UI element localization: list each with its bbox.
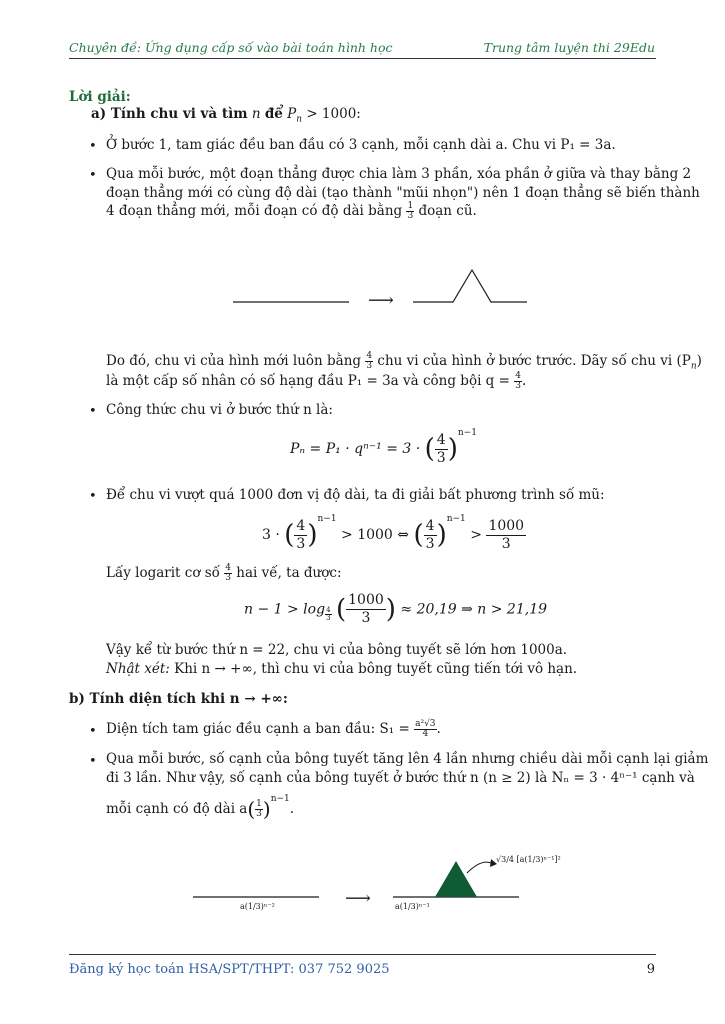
new-triangle <box>435 861 477 897</box>
bullet-dot: • <box>89 489 97 504</box>
edge-count-line1: Qua mỗi bước, số cạnh của bông tuyết tăng lên 4 lần nhưng chiều dài mỗi cạnh lại giảm <box>106 751 709 767</box>
header-center-name: Trung tâm luyện thi 29Edu <box>483 40 655 55</box>
remark: Nhật xét: Khi n → +∞, thì chu vi của bông tuyết cũng tiến tới vô hạn. <box>106 661 578 677</box>
exponential-inequality: 3 · ( $\frac{4}{3}$ )$^{n-1}$ > 1000 ⇔ ( $\frac{4}{3}$ )$^{n-1}$ > $\frac{1000}{3}$ <box>262 514 525 552</box>
label-triangle-area: √3/4 [a(1/3)ⁿ⁻¹]² <box>496 855 561 864</box>
footer-contact: Đăng ký học toán HSA/SPT/THPT: 037 752 9025 <box>69 962 390 977</box>
bullet-dot: • <box>89 139 97 154</box>
spiked-segment <box>413 270 527 302</box>
footer-rule <box>69 954 656 955</box>
log-intro: Lấy logarit cơ số $\frac{4}{3}$ hai vế, ta được: <box>106 563 342 583</box>
bullet-step2-line2: đoạn thẳng mới có cùng độ dài (tạo thành "mũi nhọn") nên 1 đoạn thẳng sẽ biến thành <box>106 185 700 201</box>
edge-count-line2: đi 3 lần. Như vậy, số cạnh của bông tuyết ở bước thứ n (n ≥ 2) là Nₙ = 3 · 4ⁿ⁻¹ cạnh và <box>106 770 695 786</box>
arrow-icon: ⟶ <box>368 290 394 311</box>
bullet-step2-line1: Qua mỗi bước, một đoạn thẳng được chia làm 3 phần, xóa phần ở giữa và thay bằng 2 <box>106 166 692 182</box>
bullet-dot: • <box>89 168 97 183</box>
label-new-length: a(1/3)ⁿ⁻¹ <box>395 902 430 911</box>
header-rule <box>69 58 656 59</box>
area-pointer <box>467 862 491 873</box>
bullet-dot: • <box>89 724 97 739</box>
page-number: 9 <box>646 962 655 977</box>
edge-count-line3: mỗi cạnh có độ dài a( $\frac{1}{3}$ )$^{n-1}$. <box>106 794 295 821</box>
ratio-paragraph-line1: Do đó, chu vi của hình mới luôn bằng $\frac{4}{3}$ chu vi của hình ở bước trước. Dãy số chu vi $(P_n)$ <box>106 351 702 372</box>
bullet-step1: Ở bước 1, tam giác đều ban đầu có 3 cạnh, mỗi cạnh dài a. Chu vi P₁ = 3a. <box>106 137 616 153</box>
bullet-dot: • <box>89 754 97 769</box>
arrow-icon: ⟶ <box>345 888 371 909</box>
ratio-paragraph-line2: là một cấp số nhân có số hạng đầu P₁ = 3a và công bội q = $\frac{4}{3}$ . <box>106 371 527 391</box>
solution-heading: Lời giải: <box>69 89 131 105</box>
bullet-dot: • <box>89 404 97 419</box>
part-a-heading: a) Tính chu vi và tìm n để $P_n > 1000$: <box>91 106 361 125</box>
header-title: Chuyên đề: Ứng dụng cấp số vào bài toán hình học <box>69 40 393 55</box>
conclusion: Vậy kể từ bước thứ n = 22, chu vi của bông tuyết sẽ lớn hơn 1000a. <box>106 642 568 658</box>
initial-area: Diện tích tam giác đều cạnh a ban đầu: S₁ = $\frac{\text{a²√3}}{4}$ . <box>106 719 441 739</box>
bullet-inequality-intro: Để chu vi vượt quá 1000 đơn vị độ dài, ta đi giải bất phương trình số mũ: <box>106 487 605 503</box>
bullet-formula-intro: Công thức chu vi ở bước thứ n là: <box>106 402 333 418</box>
perimeter-formula: Pₙ = P₁ · qⁿ⁻¹ = 3 · ( $\frac{4}{3}$ )$^{n-1}$ <box>290 428 477 466</box>
log-solution: n − 1 > log $\frac{4}{3}$ ( $\frac{1000}{3}$ ) ≈ 20,19 ⇒ n > 21,19 <box>244 592 548 626</box>
label-previous-length: a(1/3)ⁿ⁻² <box>240 902 275 911</box>
bullet-step2-line3: 4 đoạn thẳng mới, mỗi đoạn có độ dài bằng $\frac{1}{3}$ đoạn cũ. <box>106 201 477 221</box>
part-b-heading: b) Tính diện tích khi n → +∞: <box>69 691 288 707</box>
